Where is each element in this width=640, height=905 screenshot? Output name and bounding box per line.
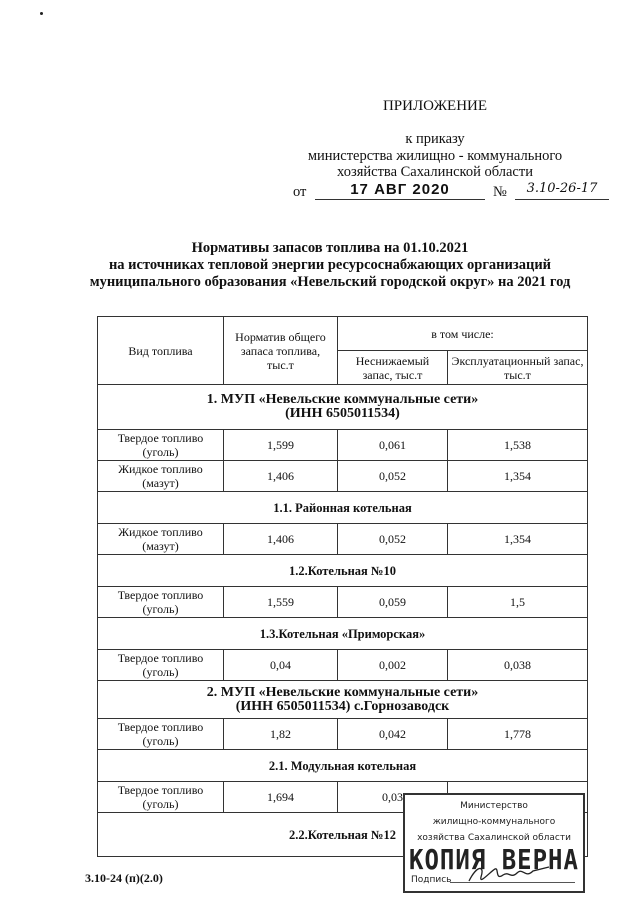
- subsection-title: 1.3.Котельная «Приморская»: [98, 618, 588, 650]
- operational-cell: 1,354: [448, 461, 588, 492]
- header-row: [98, 317, 588, 351]
- table-row: [98, 650, 588, 681]
- minimum-cell: 0,052: [338, 524, 448, 555]
- section-row: [98, 385, 588, 430]
- section-title: [98, 385, 588, 430]
- fuel-type-cell: Твердое топливо (уголь): [98, 650, 224, 681]
- minimum-cell: 0,002: [338, 650, 448, 681]
- operational-cell: 0,038: [448, 650, 588, 681]
- order-ref: к приказу: [405, 131, 465, 147]
- col-header-including: в том числе:: [338, 317, 588, 351]
- subsection-title: 2.1. Модульная котельная: [98, 750, 588, 782]
- certified-copy-stamp: [403, 793, 585, 893]
- subsection-row: [98, 492, 588, 524]
- fuel-type-cell: Твердое топливо (уголь): [98, 430, 224, 461]
- stamp-line2: жилищно-коммунального: [432, 817, 556, 827]
- stamp-signature-label: Подпись: [411, 875, 452, 885]
- number-label: №: [493, 184, 507, 200]
- doc-title-line2: на источниках тепловой энергии ресурсоснабжающих организаций: [108, 257, 552, 273]
- total-cell: 1,406: [224, 461, 338, 492]
- section-title-line1: 1. МУП «Невельские коммунальные сети»: [206, 392, 479, 407]
- operational-cell: 1,354: [448, 524, 588, 555]
- total-cell: 1,694: [224, 782, 338, 813]
- minimum-cell: 0,061: [338, 430, 448, 461]
- minimum-cell: 0,052: [338, 461, 448, 492]
- document-code: 3.10-24 (п)(2.0): [85, 871, 163, 885]
- ministry-line1: министерства жилищно - коммунального: [307, 148, 563, 164]
- operational-cell: 1,5: [448, 587, 588, 618]
- col-header-norm-total: Норматив общего запаса топлива, тыс.т: [224, 317, 338, 385]
- doc-title-line1: Нормативы запасов топлива на 01.10.2021: [191, 240, 469, 256]
- total-cell: 1,599: [224, 430, 338, 461]
- order-date: 17 АВГ 2020: [315, 181, 485, 200]
- subsection-title: 2.2.Котельная №12: [98, 813, 588, 857]
- subsection-row: [98, 618, 588, 650]
- fuel-type-cell: Твердое топливо (уголь): [98, 782, 224, 813]
- table-row: [98, 719, 588, 750]
- fuel-type-cell: Жидкое топливо (мазут): [98, 461, 224, 492]
- fuel-type-cell: Жидкое топливо (мазут): [98, 524, 224, 555]
- operational-cell: 1,538: [448, 430, 588, 461]
- section-title-line1: 2. МУП «Невельские коммунальные сети»: [206, 684, 479, 700]
- order-date-line: [293, 181, 613, 203]
- minimum-cell: 0,042: [338, 719, 448, 750]
- appendix-label: ПРИЛОЖЕНИЕ: [382, 98, 488, 114]
- col-header-fuel-type: Вид топлива: [98, 317, 224, 385]
- stamp-line1: Министерство: [460, 801, 528, 811]
- section-title: [98, 681, 588, 719]
- doc-title-line3: муниципального образования «Невельский городской округ» на 2021 год: [89, 274, 571, 290]
- order-number: 3.10-26-17: [515, 181, 609, 200]
- col-header-minimum: Неснижаемый запас, тыс.т: [338, 351, 448, 385]
- ministry-line2: хозяйства Сахалинской области: [337, 164, 533, 180]
- table-row: [98, 524, 588, 555]
- fuel-type-cell: Твердое топливо (уголь): [98, 719, 224, 750]
- total-cell: 1,559: [224, 587, 338, 618]
- stamp-line3: хозяйства Сахалинской области: [417, 833, 571, 843]
- total-cell: 1,82: [224, 719, 338, 750]
- subsection-row: [98, 750, 588, 782]
- fuel-type-cell: Твердое топливо (уголь): [98, 587, 224, 618]
- operational-cell: 1,778: [448, 719, 588, 750]
- section-title-line2: (ИНН 6505011534) с.Горнозаводск: [235, 698, 450, 714]
- scan-speck: [40, 12, 43, 15]
- minimum-cell: 0,03: [338, 782, 448, 813]
- table-row: [98, 461, 588, 492]
- col-header-operational: Эксплуатационный запас, тыс.т: [448, 351, 588, 385]
- subsection-title: 1.2.Котельная №10: [98, 555, 588, 587]
- table-row: [98, 587, 588, 618]
- total-cell: 1,406: [224, 524, 338, 555]
- total-cell: 0,04: [224, 650, 338, 681]
- subsection-title: 1.1. Районная котельная: [98, 492, 588, 524]
- handwritten-signature: [465, 861, 555, 887]
- stamp-copy-text: КОПИЯ ВЕРНА: [409, 843, 579, 877]
- section-title-line2: (ИНН 6505011534): [285, 406, 400, 421]
- from-label: от: [293, 184, 307, 200]
- fuel-norms-table: [97, 316, 588, 857]
- table-row: [98, 430, 588, 461]
- subsection-row: [98, 555, 588, 587]
- section-row: [98, 681, 588, 719]
- minimum-cell: 0,059: [338, 587, 448, 618]
